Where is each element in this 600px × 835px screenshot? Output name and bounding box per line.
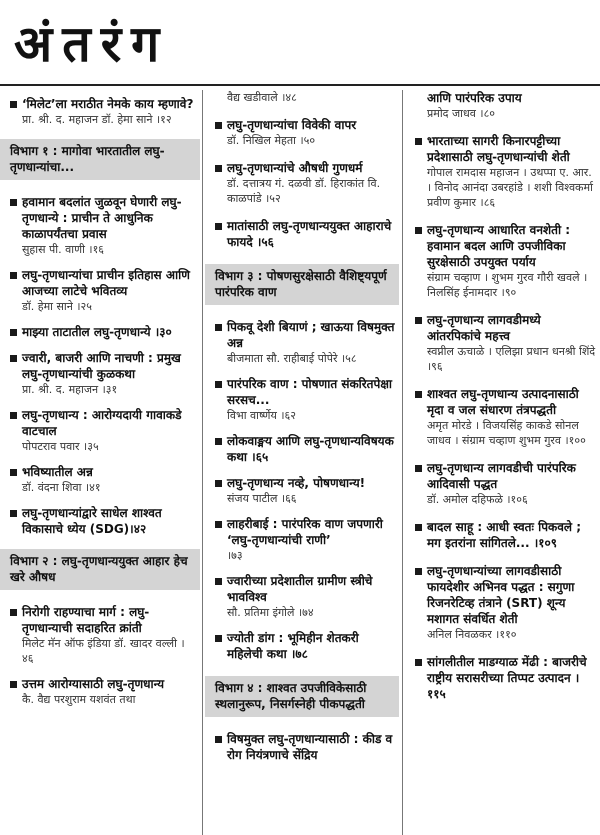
toc-entry[interactable] bbox=[0, 407, 200, 454]
toc-column-2 bbox=[205, 90, 399, 835]
entry-detail: डॉ. हेमा साने ।२५ bbox=[22, 300, 92, 313]
toc-entry[interactable] bbox=[205, 319, 399, 366]
toc-entry[interactable] bbox=[205, 117, 399, 148]
entry-detail: प्रमोद जाधव ।८० bbox=[427, 107, 496, 120]
toc-entry[interactable] bbox=[405, 563, 600, 642]
entry-title: लघु-तृणधान्यांचा प्राचीन इतिहास आणि आजच्या लाटेचे भवितव्य bbox=[22, 268, 190, 298]
toc-entry[interactable] bbox=[0, 505, 200, 537]
toc-entry[interactable] bbox=[405, 519, 600, 551]
entry-title: सांगलीतील माडग्याळ मेंढी : बाजरीचे राष्ट्रीय सरासरीच्या तिप्पट उत्पादन ।११५ bbox=[427, 655, 587, 701]
bullet-icon bbox=[215, 521, 222, 528]
entry-title: हवामान बदलांत जुळवून घेणारी लघु-तृणधान्ये : प्राचीन ते आधुनिक काळापर्यंतचा प्रवास bbox=[22, 195, 182, 241]
entry-title: शाश्वत लघु-तृणधान्य उत्पादनासाठी मृदा व जल संधारण तंत्रपद्धती bbox=[427, 387, 579, 417]
bullet-icon bbox=[415, 317, 422, 324]
toc-entry[interactable] bbox=[205, 630, 399, 662]
toc-entry[interactable] bbox=[405, 222, 600, 300]
entry-title: भारताच्या सागरी किनारपट्टीच्या प्रदेशासाठी लघु-तृणधान्यांची शेती bbox=[427, 134, 570, 164]
toc-entry[interactable] bbox=[0, 194, 200, 257]
entry-detail: संजय पाटील ।६६ bbox=[227, 492, 297, 505]
entry-title: लघु-तृणधान्य : आरोग्यदायी गावाकडे वाटचाल bbox=[22, 408, 182, 438]
bullet-icon bbox=[10, 272, 17, 279]
entry-detail: डॉ. दत्तात्रय गं. दळवी डॉ. हिराकांत वि. काळपांडे ।५२ bbox=[227, 177, 381, 205]
entry-detail: सुहास पी. वाणी ।१६ bbox=[22, 243, 105, 256]
bullet-icon bbox=[415, 659, 422, 666]
entry-title: लघु-तृणधान्य लागवडीची पारंपरिक आदिवासी पद्धत bbox=[427, 461, 576, 491]
toc-entry[interactable] bbox=[405, 654, 600, 702]
bullet-icon bbox=[10, 101, 17, 108]
entry-title: पिकवू देशी बियाणं ; खाऊया विषमुक्त अन्न bbox=[227, 320, 395, 350]
bullet-icon bbox=[415, 524, 422, 531]
column-divider bbox=[402, 90, 403, 835]
section-header: विभाग २ : लघु-तृणधान्ययुक्त आहार हेच खरे औषध bbox=[0, 549, 200, 590]
entry-title: भविष्यातील अन्न bbox=[22, 465, 93, 479]
entry-title: लघु-तृणधान्य लागवडीमध्ये आंतरपिकांचे महत्त्व bbox=[427, 313, 541, 343]
bullet-icon bbox=[215, 736, 222, 743]
entry-title: लघु-तृणधान्यांद्वारे साधेल शाश्वत विकासाचे ध्येय (SDG)।४२ bbox=[22, 506, 162, 536]
section-header: विभाग १ : मागोवा भारतातील लघु-तृणधान्यांचा... bbox=[0, 139, 200, 180]
toc-entry[interactable] bbox=[0, 676, 200, 707]
entry-detail: बीजमाता सौ. राहीबाई पोपेरे ।५८ bbox=[227, 352, 357, 365]
bullet-icon bbox=[215, 223, 222, 230]
bullet-icon bbox=[215, 165, 222, 172]
entry-detail: मिलेट मॅन ऑफ इंडिया डॉ. खादर वल्ली ।४६ bbox=[22, 637, 185, 665]
entry-detail: विभा वार्ष्णेय ।६२ bbox=[227, 409, 296, 422]
entry-detail: स्वप्नील ऊचाळे । एलिझा प्रधान धनश्री शिंदे ।९६ bbox=[427, 345, 596, 373]
entry-title: पारंपरिक वाण : पोषणात संकरितपेक्षा सरसच... bbox=[227, 377, 393, 407]
entry-detail: वैद्य खडीवाले ।४८ bbox=[227, 91, 297, 104]
column-divider bbox=[202, 90, 203, 835]
entry-title: आणि पारंपरिक उपाय bbox=[427, 91, 522, 105]
toc-entry[interactable] bbox=[0, 464, 200, 495]
bullet-icon bbox=[215, 438, 222, 445]
entry-title: लघु-तृणधान्य आधारित वनशेती : हवामान बदल आणि उपजीविका सुरक्षेसाठी उपयुक्त पर्याय bbox=[427, 223, 571, 269]
entry-title: निरोगी राहण्याचा मार्ग : लघु-तृणधान्याची सदाहरित क्रांती bbox=[22, 605, 150, 635]
entry-detail: अमृत मोरडे । विजयसिंह काकडे सोनल जाधव । संग्राम चव्हाण शुभम गुरव ।१०० bbox=[427, 419, 586, 447]
bullet-icon bbox=[10, 329, 17, 336]
entry-title: लोकवाङ्मय आणि लघु-तृणधान्यविषयक कथा ।६५ bbox=[227, 434, 394, 464]
entry-detail: गोपाल रामदास महाजन । उथप्पा ए. आर. । विनोद आनंदा उबरहांडे । शशी विश्वकर्मा प्रवीण कुमार ।८६ bbox=[427, 166, 593, 209]
entry-detail: ।७३ bbox=[227, 549, 243, 562]
entry-title: विषमुक्त लघु-तृणधान्यासाठी : कीड व रोग नियंत्रणाचे सेंद्रिय bbox=[227, 732, 393, 762]
bullet-icon bbox=[10, 510, 17, 517]
entry-title: लाहरीबाई : पारंपरिक वाण जपणारी ‘लघु-तृणधान्यांची राणी’ bbox=[227, 517, 383, 547]
bullet-icon bbox=[215, 480, 222, 487]
section-header: विभाग ३ : पोषणसुरक्षेसाठी वैशिष्ट्यपूर्ण पारंपरिक वाण bbox=[205, 264, 399, 305]
bullet-icon bbox=[215, 578, 222, 585]
bullet-icon bbox=[415, 391, 422, 398]
toc-entry[interactable] bbox=[0, 350, 200, 397]
toc-entry[interactable] bbox=[0, 267, 200, 314]
toc-entry[interactable] bbox=[405, 312, 600, 374]
entry-detail: सौ. प्रतिमा इंगोले ।७४ bbox=[227, 606, 314, 619]
toc-column-1 bbox=[0, 90, 200, 835]
toc-entry[interactable] bbox=[205, 376, 399, 423]
entry-title: ‘मिलेट’ला मराठीत नेमके काय म्हणावे? bbox=[22, 97, 194, 111]
entry-detail: प्रा. श्री. द. महाजन डॉ. हेमा साने ।१२ bbox=[22, 113, 172, 126]
entry-detail: कै. वैद्य परशुराम यशवंत तथा bbox=[22, 693, 136, 706]
bullet-icon bbox=[215, 122, 222, 129]
entry-title: लघु-तृणधान्यांचा विवेकी वापर bbox=[227, 118, 357, 132]
toc-entry[interactable] bbox=[205, 433, 399, 465]
entry-title: माझ्या ताटातील लघु-तृणधान्ये ।३० bbox=[22, 325, 172, 339]
page-header bbox=[0, 0, 600, 86]
bullet-icon bbox=[10, 469, 17, 476]
bullet-icon bbox=[10, 681, 17, 688]
entry-title: ज्वारीच्या प्रदेशातील ग्रामीण स्त्रीचे भावविश्व bbox=[227, 574, 373, 604]
entry-detail: संग्राम चव्हाण । शुभम गुरव गौरी खवले । निलसिंह ईनामदार ।९० bbox=[427, 271, 588, 299]
toc-entry[interactable] bbox=[205, 160, 399, 206]
toc-entry-continued[interactable] bbox=[405, 90, 600, 121]
toc-entry[interactable] bbox=[0, 604, 200, 666]
entry-title: मातांसाठी लघु-तृणधान्ययुक्त आहाराचे फायदे ।५६ bbox=[227, 219, 392, 249]
toc-entry[interactable] bbox=[205, 218, 399, 250]
section-header: विभाग ४ : शाश्वत उपजीविकेसाठी स्थलानुरूप, निसर्गस्नेही पीकपद्धती bbox=[205, 676, 399, 717]
entry-detail: डॉ. अमोल दहिफळे ।१०६ bbox=[427, 493, 528, 506]
page-title: अंतरंग bbox=[14, 15, 170, 73]
header-rule bbox=[0, 84, 600, 86]
bullet-icon bbox=[215, 381, 222, 388]
toc-entry[interactable] bbox=[0, 324, 200, 340]
bullet-icon bbox=[10, 355, 17, 362]
bullet-icon bbox=[215, 635, 222, 642]
toc-entry[interactable] bbox=[205, 516, 399, 563]
bullet-icon bbox=[415, 465, 422, 472]
bullet-icon bbox=[10, 412, 17, 419]
entry-detail: डॉ. वंदना शिवा ।४१ bbox=[22, 481, 101, 494]
bullet-icon bbox=[415, 138, 422, 145]
toc-entry[interactable] bbox=[205, 475, 399, 506]
entry-title: बादल साहू : आधी स्वतः पिकवले ; मग इतरांना सांगितले... ।१०९ bbox=[427, 520, 582, 550]
entry-detail: प्रा. श्री. द. महाजन ।३१ bbox=[22, 383, 118, 396]
entry-title: लघु-तृणधान्यांचे औषधी गुणधर्म bbox=[227, 161, 363, 175]
entry-title: उत्तम आरोग्यासाठी लघु-तृणधान्य bbox=[22, 677, 165, 691]
toc-entry[interactable] bbox=[205, 573, 399, 620]
entry-title: लघु-तृणधान्यांच्या लागवडीसाठी फायदेशीर अभिनव पद्धत : सगुणा रिजनरेटिव्ह तंत्राने (SRT) शून्य मशागत संवर्धित शेती bbox=[427, 564, 575, 626]
bullet-icon bbox=[415, 227, 422, 234]
toc-entry[interactable] bbox=[0, 96, 200, 127]
toc-entry[interactable] bbox=[405, 460, 600, 507]
bullet-icon bbox=[10, 199, 17, 206]
bullet-icon bbox=[10, 609, 17, 616]
toc-column-3 bbox=[405, 90, 600, 835]
entry-title: लघु-तृणधान्य नव्हे, पोषणधान्य! bbox=[227, 476, 366, 490]
toc-entry-continued[interactable] bbox=[205, 90, 399, 105]
entry-title: ज्वारी, बाजरी आणि नाचणी : प्रमुख लघु-तृणधान्यांची कुळकथा bbox=[22, 351, 181, 381]
bullet-icon bbox=[215, 324, 222, 331]
toc-entry[interactable] bbox=[405, 133, 600, 210]
toc-entry[interactable] bbox=[205, 731, 399, 763]
entry-detail: डॉ. निखिल मेहता ।५० bbox=[227, 134, 316, 147]
toc-entry[interactable] bbox=[405, 386, 600, 448]
entry-title: ज्योती डांग : भूमिहीन शेतकरी महिलेची कथा ।७८ bbox=[227, 631, 359, 661]
entry-detail: अनिल निवळकर ।११० bbox=[427, 628, 517, 641]
bullet-icon bbox=[415, 568, 422, 575]
entry-detail: पोपटराव पवार ।३५ bbox=[22, 440, 99, 453]
